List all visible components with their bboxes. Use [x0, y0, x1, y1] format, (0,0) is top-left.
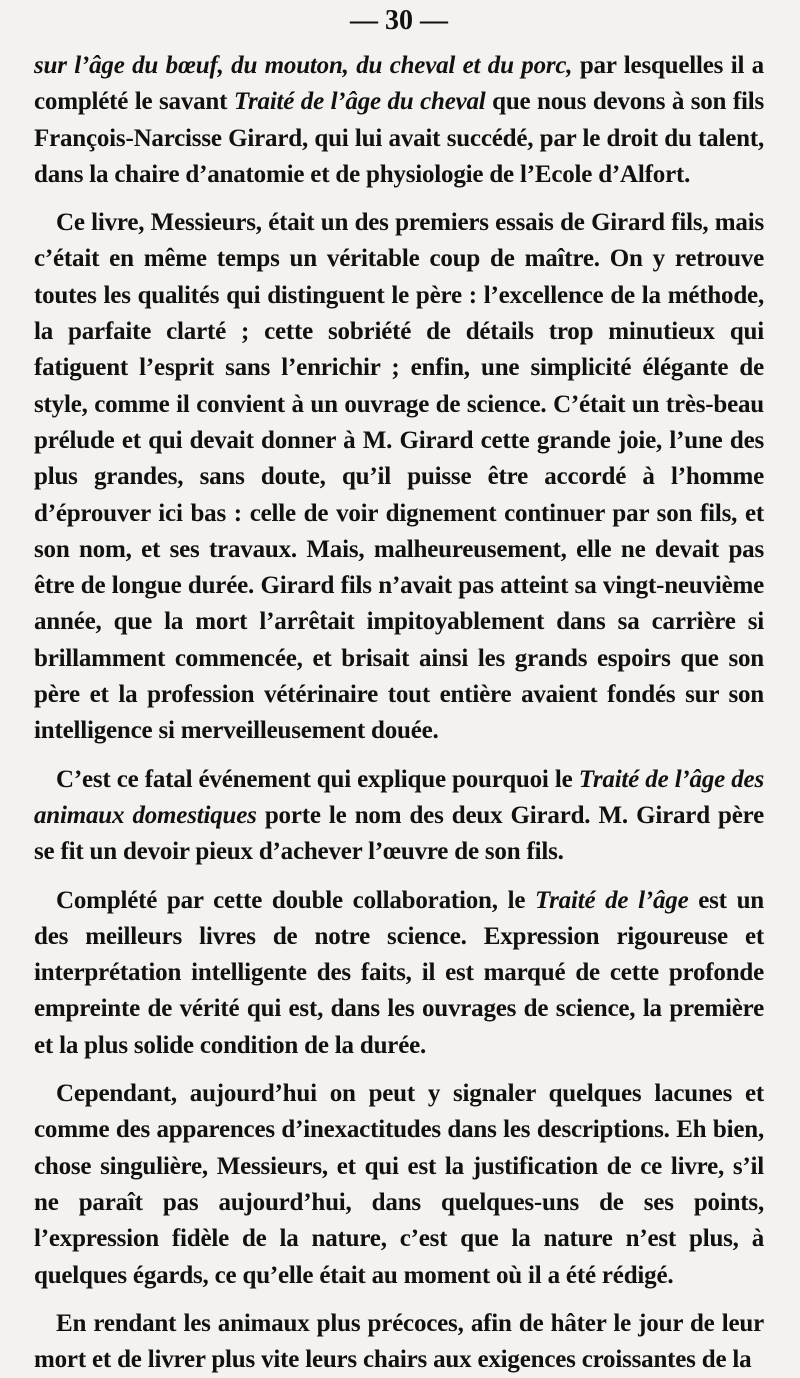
body-text	[34, 48, 764, 1378]
paragraph	[34, 205, 764, 749]
body-text-run: par lesquelles il a complété le savant	[34, 52, 764, 116]
paragraph	[34, 883, 764, 1064]
italic-text: Traité de l’âge du cheval	[233, 88, 486, 116]
body-text-run: En rendant les animaux plus précoces, afin de hâter le jour de leur mort et de livrer plus vite leurs chairs aux exigences croissantes de la	[34, 1309, 764, 1374]
page-number: — 30 —	[350, 5, 448, 36]
italic-text: Traité de l’âge des animaux domestiques	[34, 765, 764, 829]
body-text-run: porte le nom des deux Girard. M. Girard père se fit un devoir pieux d’achever l’œuvre de son fils.	[34, 801, 765, 866]
paragraph	[34, 1306, 764, 1378]
body-text-run: Cependant, aujourd’hui on peut y signaler quelques lacunes et comme des apparences d’inexactitudes dans les descriptions. Eh bien, chose singulière, Messieurs, et qui est la justification de ce livre, s’il ne paraît pas aujourd’hui, dans quelques-uns de ses points, l’expression fidèle de la nature, c’est que la nature n’est plus, à quelques égards, ce qu’elle était au moment où il a été rédigé.	[34, 1080, 764, 1289]
body-text-run: Complété par cette double collaboration, le	[56, 886, 535, 914]
italic-text: sur l’âge du bœuf, du mouton, du cheval et du porc,	[34, 52, 573, 79]
body-text-run: Ce livre, Messieurs, était un des premiers essais de Girard fils, mais c’était en même temps un véritable coup de maître. On y retrouve toutes les qualités qui distinguent le père : l’excellence de la méthode, la parfaite clarté ; cette sobriété de détails trop minutieux qui fatiguent l’esprit sans l’enrichir ; enfin, une simplicité élégante de style, comme il convient à un ouvrage de science. C’était un très-beau prélude et qui devait donner à M. Girard cette grande joie, l’une des plus grandes, sans doute, qu’il puisse être accordé à l’homme d’éprouver ici bas : celle de voir dignement continuer par son fils, et son nom, et ses travaux. Mais, malheureusement, elle ne devait pas être de longue durée. Girard fils n’avait pas atteint sa vingt-neuvième année, que la mort l’arrêtait impitoyablement dans sa carrière si brillamment commencée, et brisait ainsi les grands espoirs que son père et la profession vétérinaire tout entière avaient fondés sur son intelligence si merveilleusement douée.	[34, 209, 764, 745]
paragraph	[34, 762, 764, 871]
italic-text: Traité de l’âge	[535, 886, 689, 914]
body-text-run: que nous devons à son fils François-Narcisse Girard, qui lui avait succédé, par le droit du talent, dans la chaire d’anatomie et de physiologie de l’Ecole d’Alfort.	[34, 88, 764, 188]
paragraph	[34, 48, 764, 193]
body-text-run: est un des meilleurs livres de notre science. Expression rigoureuse et interprétation intelligente des faits, il est marqué de cette profonde empreinte de vérité qui est, dans les ouvrages de science, la première et la plus solide condition de la durée.	[34, 886, 764, 1059]
paragraph	[34, 1076, 764, 1294]
body-text-run: C’est ce fatal événement qui explique pourquoi le	[56, 765, 579, 793]
